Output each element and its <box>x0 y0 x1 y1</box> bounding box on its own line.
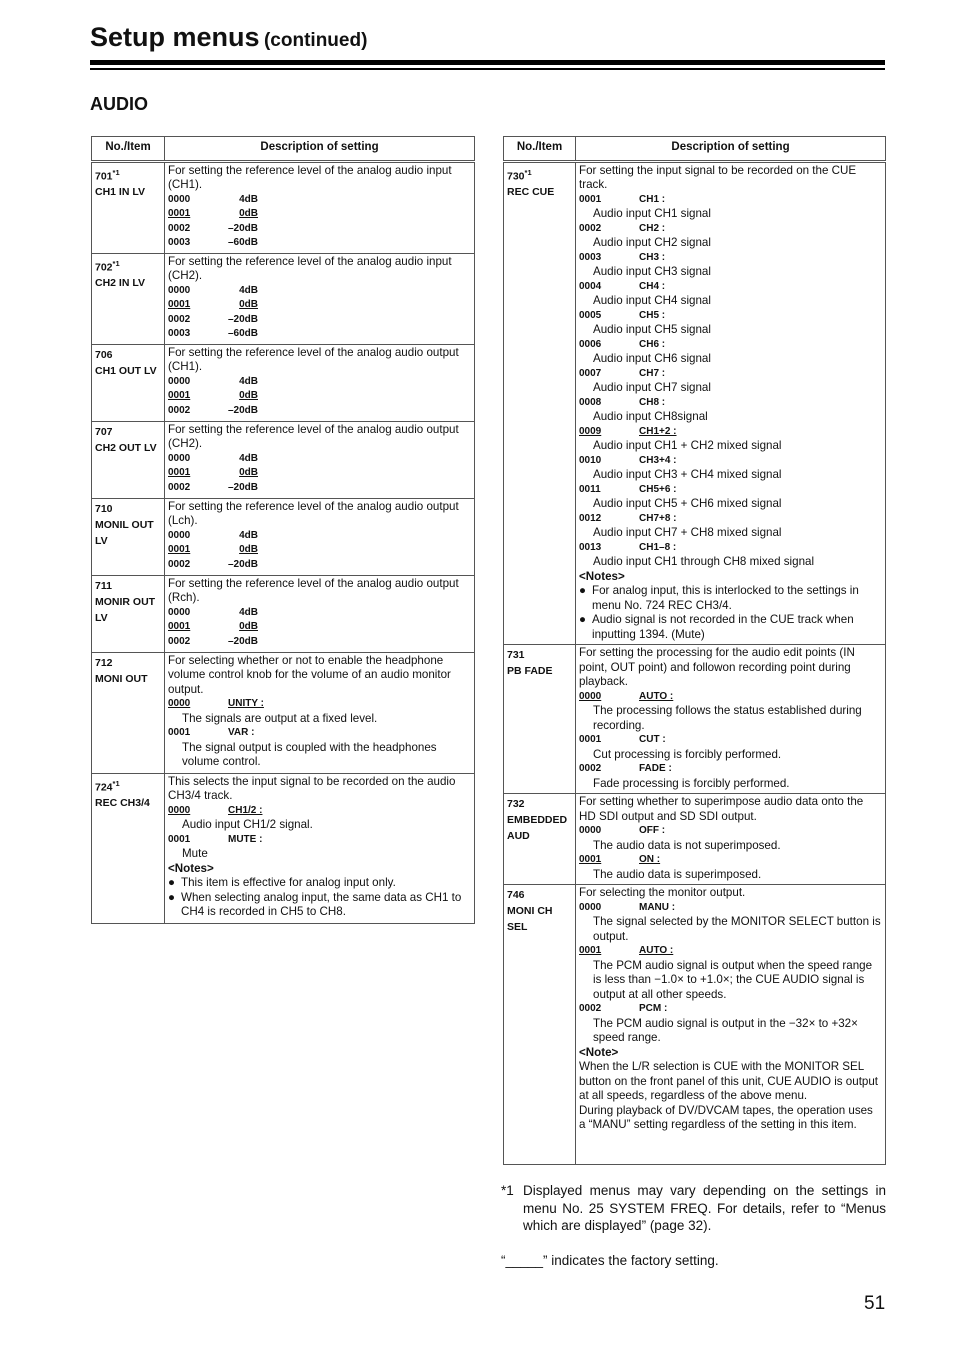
footnote-mark: *1 <box>501 1183 514 1198</box>
note-bullet: ● Audio signal is not recorded in the CUE track when inputting 1394. (Mute) <box>579 613 854 641</box>
table-row <box>92 253 475 344</box>
description-cell: For setting the processing for the audio edit points (IN point, OUT point) and followon recording point during playback. 0000 AUTO : The processing follows the status established during recording. 0001 CUT : Cut processing is forcibly performed. 0002 FADE : Fade processing is forcibly performed. <box>576 645 886 794</box>
bullet-icon: ● <box>168 876 176 889</box>
table-row <box>92 773 475 923</box>
factory-setting-note: “_____” indicates the factory setting. <box>501 1253 719 1268</box>
notes-heading: <Notes> <box>579 569 625 583</box>
col-header-description: Description of setting <box>576 137 886 162</box>
item-cell: 702$^{*1}$ CH2 IN LV <box>92 253 165 344</box>
description-cell: For setting the reference level of the analog audio output (Lch). 0000 4dB 0001 0dB 0002 –20dB <box>165 498 475 575</box>
page-title-continued: (continued) <box>263 30 368 51</box>
item-cell: 731 PB FADE <box>504 645 576 794</box>
table-row <box>92 575 475 652</box>
item-cell: 710 MONIL OUT LV <box>92 498 165 575</box>
table-row <box>92 161 475 253</box>
description-cell: For setting the reference level of the analog audio input (CH2). 0000 4dB 0001 0dB 0002 –20dB 0003 –60dB <box>165 253 475 344</box>
footnote-text: Displayed menus may vary depending on the settings in menu No. 25 SYSTEM FREQ. For details, refer to “Menus which are displayed” (page 32). <box>523 1183 886 1233</box>
item-cell: 730$^{*1}$ REC CUE <box>504 161 576 645</box>
item-cell: 707 CH2 OUT LV <box>92 421 165 498</box>
header-rule-thick <box>90 60 885 65</box>
item-cell: 706 CH1 OUT LV <box>92 344 165 421</box>
description-cell: For setting the reference level of the analog audio input (CH1). 0000 4dB 0001 0dB 0002 –20dB 0003 –60dB <box>165 161 475 253</box>
section-title: AUDIO <box>90 94 148 114</box>
description-cell: This selects the input signal to be recorded on the audio CH3/4 track. 0000 CH1/2 : Audio input CH1/2 signal. 0001 MUTE : Mute <Notes> ● This item is effective for analog input only. ● When selecting analog input, the same data as CH1 to CH4 is recorded in CH5 to CH8. <box>165 773 475 923</box>
description-cell: For setting whether to superimpose audio data onto the HD SDI output and SD SDI output. 0000 OFF : The audio data is not superimposed. 0001 ON : The audio data is superimposed. <box>576 794 886 885</box>
note-heading: <Note> <box>579 1045 619 1059</box>
page-header <box>90 22 367 53</box>
note-bullet: ● When selecting analog input, the same data as CH1 to CH4 is recorded in CH5 to CH8. <box>168 890 462 918</box>
description-cell: For setting the reference level of the analog audio output (CH1). 0000 4dB 0001 0dB 0002 –20dB <box>165 344 475 421</box>
page-title: Setup menus <box>90 22 260 52</box>
item-cell: 712 MONI OUT <box>92 652 165 773</box>
description-cell: For setting the input signal to be recorded on the CUE track. 0001 CH1 : Audio input CH1 signal 0002 CH2 : Audio input CH2 signal 0003 CH3 : Audio input CH3 signal 0004 CH4 : Audio input CH4 signal 0005 CH5 : Audio input CH5 signal 0006 CH6 : Audio input CH6 signal 0007 CH7 : Audio input CH7 signal 0008 CH8 : Audio input CH8signal 0009 CH1+2 : Audio input CH1 + CH2 mixed signal 0010 CH3+4 : Audio input CH3 + CH4 mixed signal 0011 CH5+6 : Audio input CH5 + CH6 mixed signal 0012 CH7+8 : Audio input CH7 + CH8 mixed signal 0013 CH1–8 : Audio input CH1 through CH8 mixed signal <Notes> ● For analog input, this is interlocked to the settings in menu No. 724 REC CH3/4. ● Audio signal is not recorded in the CUE track when inputting 1394. (Mute) <box>576 161 886 645</box>
table-row <box>504 885 886 1165</box>
col-header-no-item: No./Item <box>92 137 165 162</box>
note-bullet: ● For analog input, this is interlocked to the settings in menu No. 724 REC CH3/4. <box>579 584 859 612</box>
table-row <box>92 344 475 421</box>
description-cell: For selecting whether or not to enable the headphone volume control knob for the volume of an audio monitor output. 0000 UNITY : The signals are output at a fixed level. 0001 VAR : The signal output is coupled with the headphones volume control. <box>165 652 475 773</box>
table-row <box>92 421 475 498</box>
col-header-description: Description of setting <box>165 137 475 162</box>
description-cell: For setting the reference level of the analog audio output (CH2). 0000 4dB 0001 0dB 0002 –20dB <box>165 421 475 498</box>
notes-heading: <Notes> <box>168 861 214 875</box>
bullet-icon: ● <box>579 584 587 597</box>
table-row <box>504 645 886 794</box>
description-cell: For setting the reference level of the analog audio output (Rch). 0000 4dB 0001 0dB 0002 –20dB <box>165 575 475 652</box>
item-cell: 711 MONIR OUT LV <box>92 575 165 652</box>
table-row <box>92 652 475 773</box>
page-number: 51 <box>864 1293 886 1314</box>
col-header-no-item: No./Item <box>504 137 576 162</box>
bullet-icon: ● <box>168 890 176 904</box>
table-row <box>504 161 886 645</box>
item-cell: 746 MONI CH SEL <box>504 885 576 1165</box>
left-settings-table <box>91 136 475 924</box>
note-bullet: ● This item is effective for analog input only. <box>168 876 396 889</box>
item-cell: 724$^{*1}$ REC CH3/4 <box>92 773 165 923</box>
footnote <box>501 1182 886 1235</box>
item-cell: 732 EMBEDDED AUD <box>504 794 576 885</box>
description-cell: For selecting the monitor output. 0000 MANU : The signal selected by the MONITOR SELECT button is output. 0001 AUTO : The PCM audio signal is output when the speed range is less than −1.0× to +1.0×; the CUE AUDIO signal is output at all other speeds. 0002 PCM : The PCM audio signal is output in the −32× to +32× speed range. <Note> When the L/R selection is CUE with the MONITOR SEL button on the front panel of this unit, CUE AUDIO is output at all speeds, regardless of the above menu. During playback of DV/DVCAM tapes, the operation uses a “MANU” setting regardless of the setting in this item. <box>576 885 886 1165</box>
right-settings-table <box>503 136 886 1165</box>
header-rule-thin <box>90 68 885 70</box>
table-row <box>92 498 475 575</box>
table-row <box>504 794 886 885</box>
item-cell: 701$^{*1}$ CH1 IN LV <box>92 161 165 253</box>
bullet-icon: ● <box>579 613 587 626</box>
